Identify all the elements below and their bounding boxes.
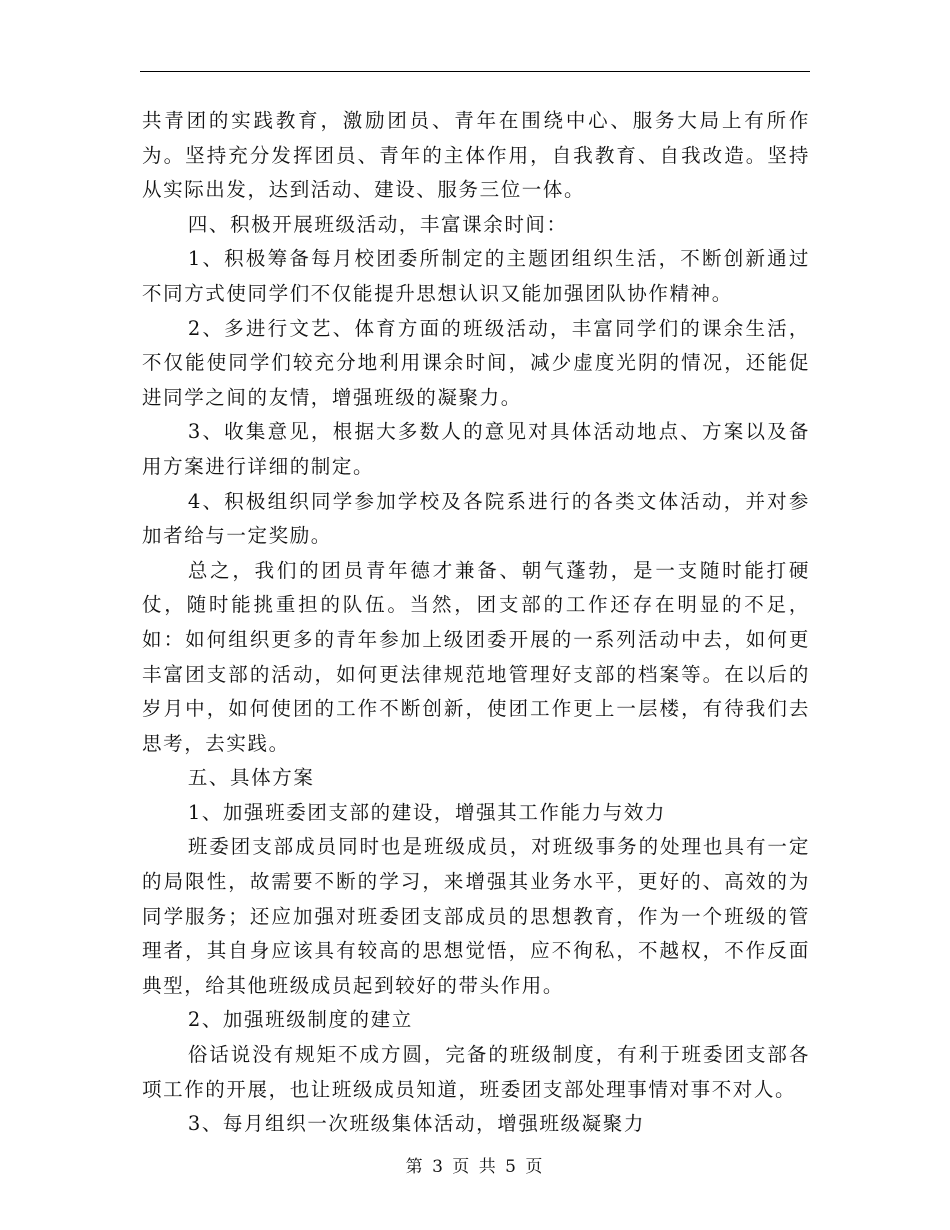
document-body — [142, 104, 810, 1142]
paragraph: 共青团的实践教育，激励团员、青年在围绕中心、服务大局上有所作为。坚持充分发挥团员、青年的主体作用，自我教育、自我改造。坚持从实际出发，达到活动、建设、服务三位一体。 — [142, 109, 810, 202]
subsection-heading: 3、每月组织一次班级集体活动，增强班级凝聚力 — [187, 1112, 645, 1136]
paragraph: 俗话说没有规矩不成方圆，完备的班级制度，有利于班委团支部各项工作的开展，也让班级成员知道，班委团支部处理事情对事不对人。 — [142, 1043, 810, 1101]
paragraph: 2、多进行文艺、体育方面的班级活动，丰富同学们的课余生活，不仅能使同学们较充分地利用课余时间，减少虚度光阴的情况，还能促进同学之间的友情，增强班级的凝聚力。 — [142, 316, 810, 409]
paragraph: 总之，我们的团员青年德才兼备、朝气蓬勃，是一支随时能打硬仗，随时能挑重担的队伍。当然，团支部的工作还存在明显的不足，如：如何组织更多的青年参加上级团委开展的一系列活动中去，如何更丰富团支部的活动，如何更法律规范地管理好支部的档案等。在以后的岁月中，如何使团的工作不断创新，使团工作更上一层楼，有待我们去思考，去实践。 — [142, 558, 810, 755]
paragraph: 3、收集意见，根据大多数人的意见对具体活动地点、方案以及备用方案进行详细的制定。 — [142, 420, 810, 478]
page-number-footer: 第 3 页 共 5 页 — [405, 1157, 545, 1177]
section-heading: 四、积极开展班级活动，丰富课余时间： — [187, 212, 568, 236]
header-rule — [140, 71, 810, 72]
subsection-heading: 2、加强班级制度的建立 — [187, 1008, 413, 1032]
paragraph: 4、积极组织同学参加学校及各院系进行的各类文体活动，并对参加者给与一定奖励。 — [142, 489, 810, 548]
subsection-heading: 1、加强班委团支部的建设，增强其工作能力与效力 — [187, 800, 667, 824]
section-heading: 五、具体方案 — [187, 766, 315, 790]
paragraph: 班委团支部成员同时也是班级成员，对班级事务的处理也具有一定的局限性，故需要不断的学习，来增强其业务水平，更好的、高效的为同学服务；还应加强对班委团支部成员的思想教育，作为一个班级的管理者，其自身应该具有较高的思想觉悟，应不徇私，不越权，不作反面典型，给其他班级成员起到较好的带头作用。 — [142, 835, 810, 997]
paragraph: 1、积极筹备每月校团委所制定的主题团组织生活，不断创新通过不同方式使同学们不仅能提升思想认识又能加强团队协作精神。 — [142, 247, 810, 305]
